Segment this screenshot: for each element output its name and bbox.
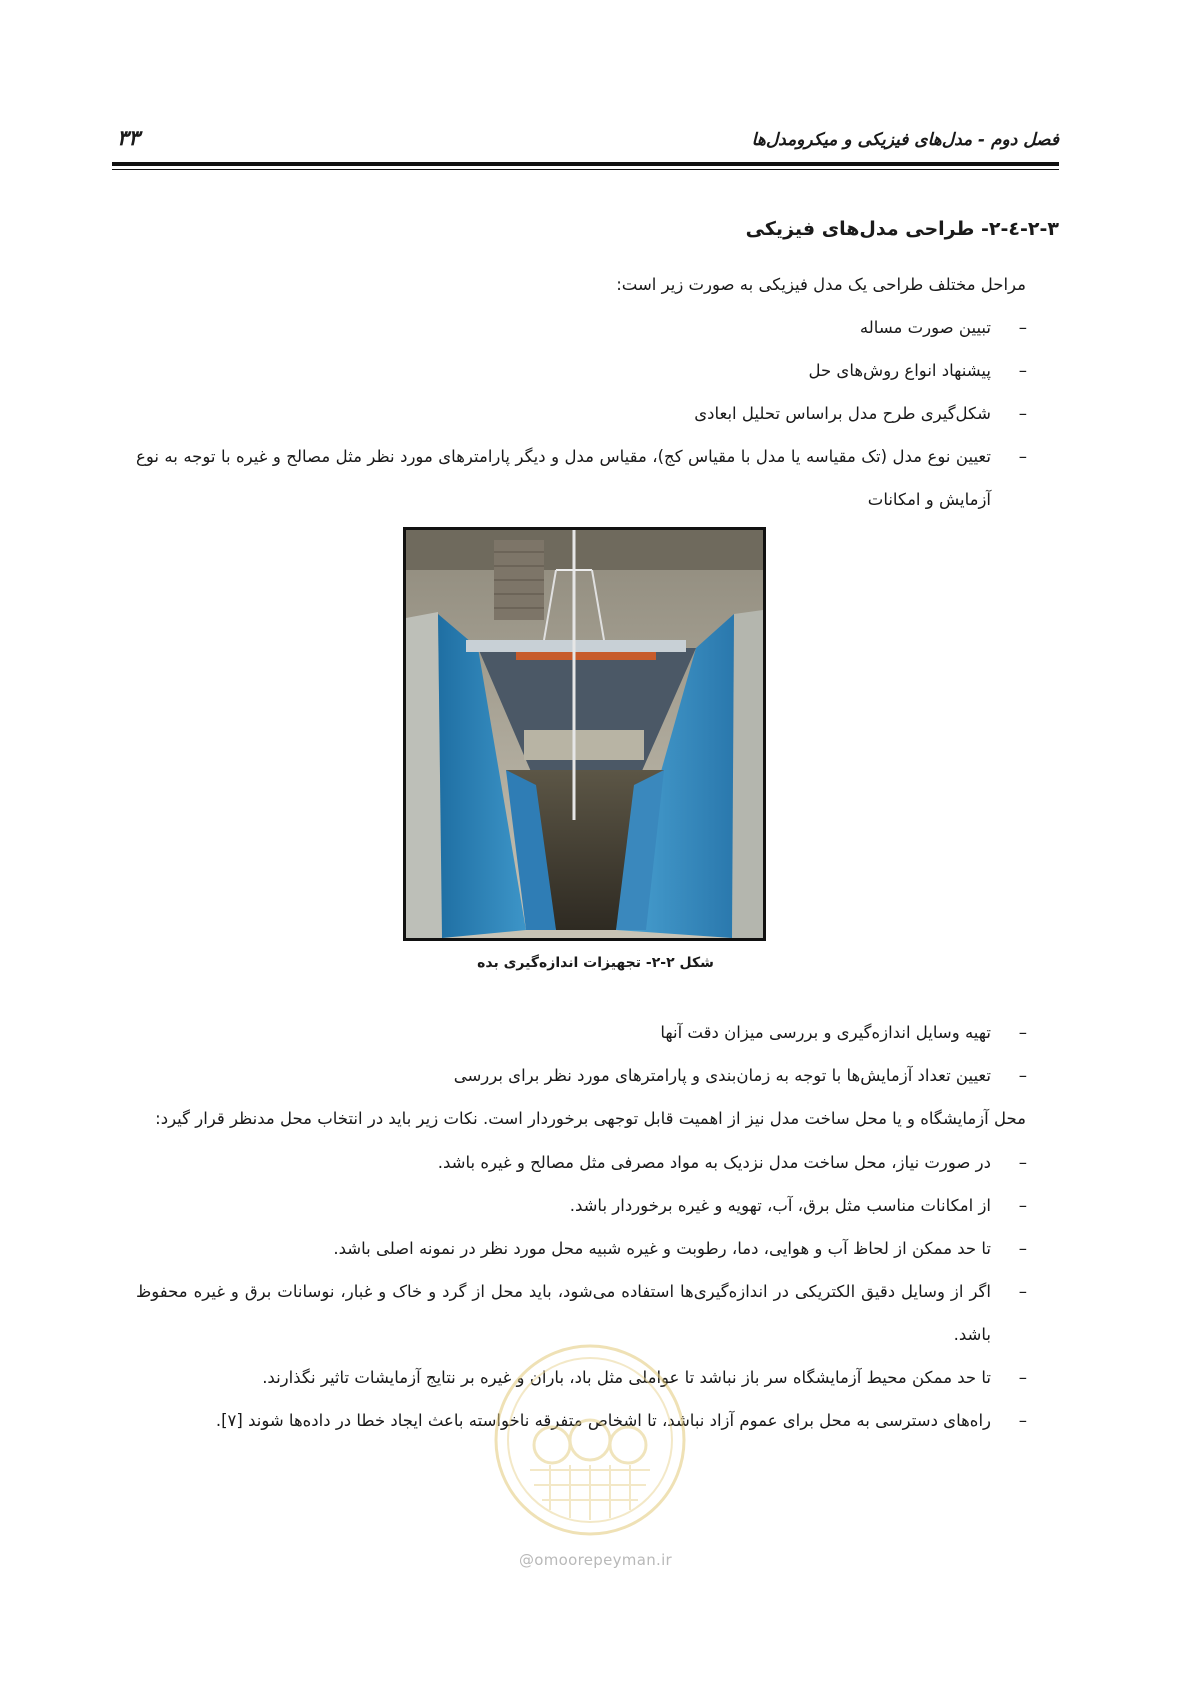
running-title: فصل دوم - مدل‌های فیزیکی و میکرومدل‌ها <box>751 130 1059 150</box>
list-item <box>569 1184 1027 1227</box>
page-number: ۳۳ <box>117 126 140 150</box>
list-item-text: پیشنهاد انواع روش‌های حل <box>808 361 991 380</box>
list-item <box>694 392 1027 435</box>
list-item <box>859 306 1027 349</box>
list-item <box>136 435 1027 521</box>
list-item-text: تعیین تعداد آزمایش‌ها با توجه به زمان‌بندی و پارامترهای مورد نظر برای بررسی <box>453 1066 991 1085</box>
dash-bullet: – <box>1018 1066 1027 1085</box>
lab-paragraph: محل آزمایشگاه و یا محل ساخت مدل نیز از اهمیت قابل توجهی برخوردار است. نکات زیر باید در انتخاب محل مدنظر قرار گیرد: <box>155 1109 1026 1128</box>
intro-paragraph: مراحل مختلف طراحی یک مدل فیزیکی به صورت زیر است: <box>616 275 1026 294</box>
list-item <box>808 349 1027 392</box>
list-item-text: تبیین صورت مساله <box>859 318 991 337</box>
list-item <box>437 1141 1027 1184</box>
dash-bullet: – <box>1018 1153 1027 1172</box>
dash-bullet: – <box>1018 1196 1027 1215</box>
list-item-text: شکل‌گیری طرح مدل براساس تحلیل ابعادی <box>694 404 991 423</box>
list-item <box>660 1011 1027 1054</box>
list-item-text: تا حد ممکن از لحاظ آب و هوایی، دما، رطوبت و غیره شبیه محل مورد نظر در نمونه اصلی باشد. <box>333 1239 991 1258</box>
dash-bullet: – <box>1018 1368 1027 1387</box>
dash-bullet: – <box>1018 318 1027 337</box>
flume-photo <box>403 527 766 941</box>
dash-bullet: – <box>1018 404 1027 423</box>
figure-caption: شکل ۲-۲- تجهیزات اندازه‌گیری بده <box>477 955 714 971</box>
dash-bullet: – <box>1018 1239 1027 1258</box>
list-item-text: تهیه وسایل اندازه‌گیری و بررسی میزان دقت آنها <box>660 1023 991 1042</box>
watermark-seal-icon <box>490 1340 690 1540</box>
list-item-text: در صورت نیاز، محل ساخت مدل نزدیک به مواد مصرفی مثل مصالح و غیره باشد. <box>437 1153 991 1172</box>
dash-bullet: – <box>1018 361 1027 380</box>
header-rule-thin <box>112 169 1059 170</box>
list-item-text: اگر از وسایل دقیق الکتریکی در اندازه‌گیری‌ها استفاده می‌شود، باید محل از گرد و خاک و غبار، نوسانات برق و غیره محفوظ باشد. <box>136 1282 991 1344</box>
list-item <box>333 1227 1027 1270</box>
dash-bullet: – <box>1018 447 1027 466</box>
watermark-site: @omoorepeyman.ir <box>518 1551 673 1569</box>
dash-bullet: – <box>1018 1411 1027 1430</box>
section-heading: ۲-۳-٤-۲- طراحی مدل‌های فیزیکی <box>745 218 1059 240</box>
header-rule-thick <box>112 162 1059 166</box>
dash-bullet: – <box>1018 1282 1027 1301</box>
list-item <box>453 1054 1027 1097</box>
dash-bullet: – <box>1018 1023 1027 1042</box>
list-item-text: از امکانات مناسب مثل برق، آب، تهویه و غیره برخوردار باشد. <box>569 1196 991 1215</box>
list-item-text: راه‌های دسترسی به محل برای عموم آزاد نباشد، تا اشخاص متفرقه ناخواسته باعث ایجاد خطا در داده‌ها شوند [۷]. <box>215 1411 991 1430</box>
list-item-text: تعیین نوع مدل (تک مقیاسه یا مدل با مقیاس کج)، مقیاس مدل و دیگر پارامترهای مورد نظر مثل مصالح و غیره با توجه به نوع آزمایش و امکانات <box>136 447 991 509</box>
list-item-text: تا حد ممکن محیط آزمایشگاه سر باز نباشد تا عواملی مثل باد، باران و غیره بر نتایج آزمایشات تاثیر نگذارند. <box>262 1368 991 1387</box>
